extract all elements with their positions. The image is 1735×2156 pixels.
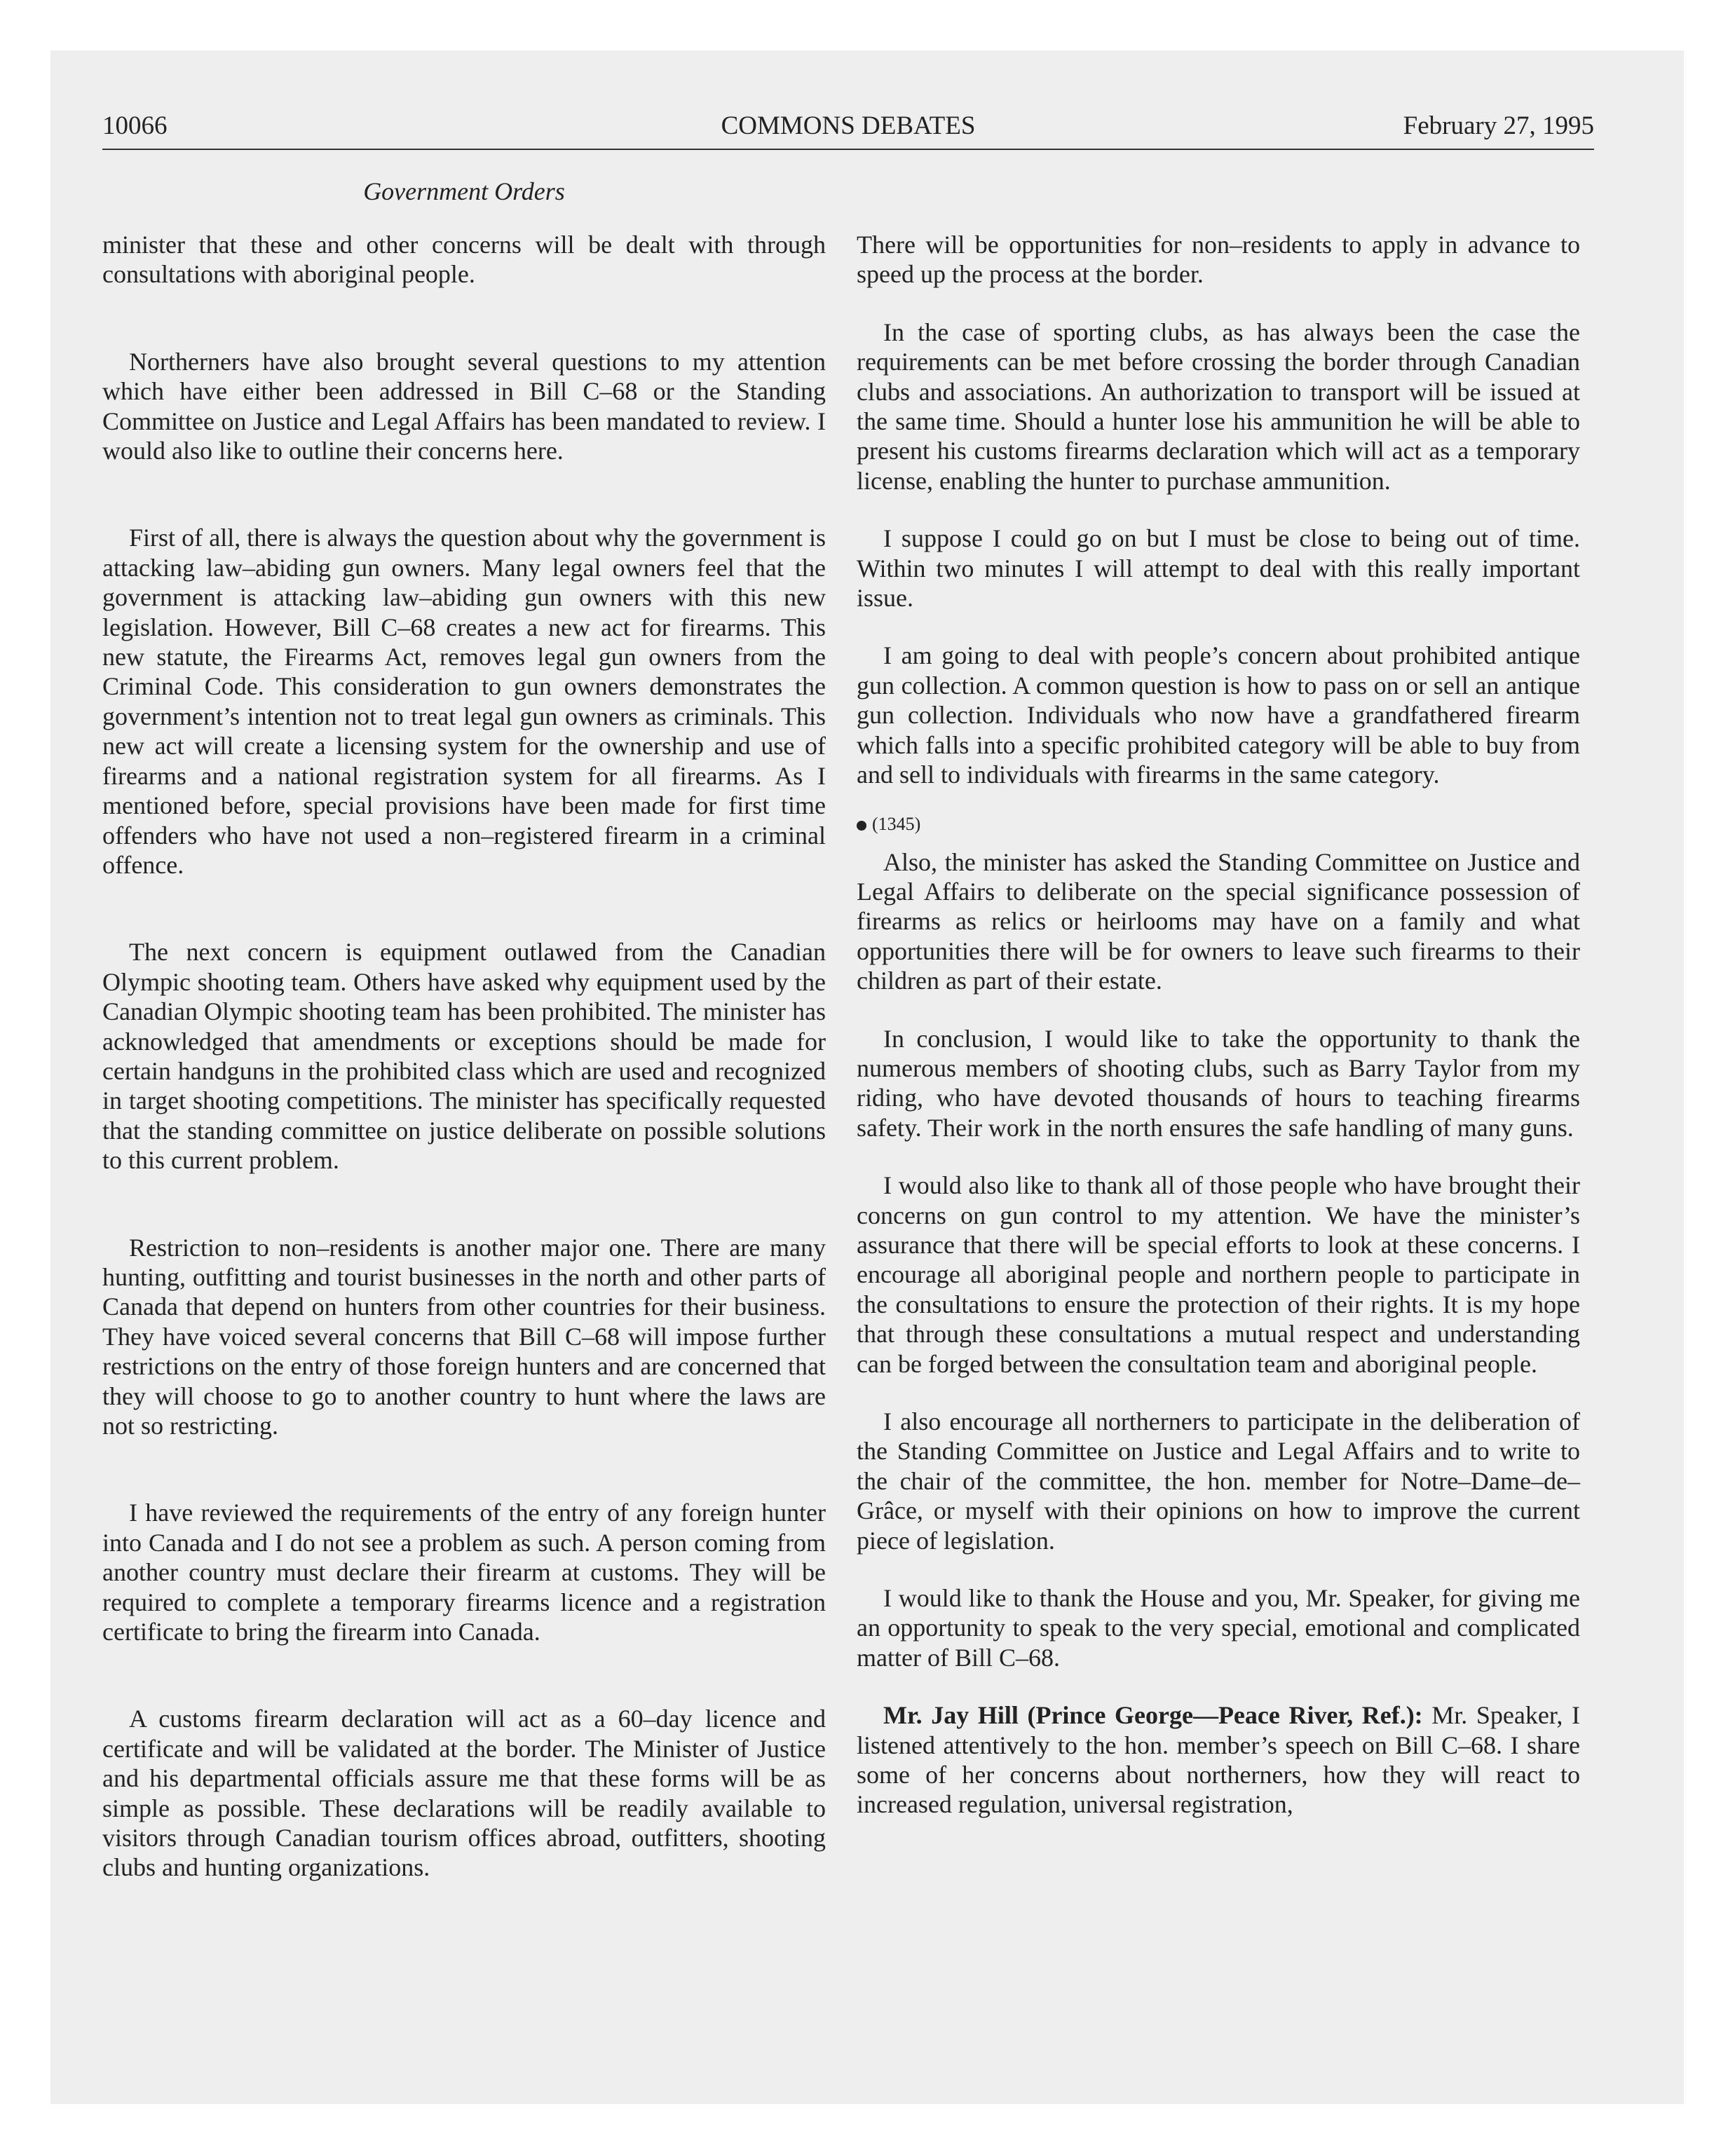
paragraph: I would like to thank the House and you, Mr. Speaker, for giving me an opportunity to speak to the very special, emotional and complicated matter of Bill C–68. xyxy=(857,1584,1580,1672)
paragraph: There will be opportunities for non–residents to apply in advance to speed up the process at the border. xyxy=(857,231,1580,289)
time-marker xyxy=(857,814,1580,835)
paragraph: I would also like to thank all of those people who have brought their concerns on gun control to my attention. We have the minister’s assurance that there will be special efforts to look at these concerns. I encourage all aboriginal people and northern people to participate in the consultations to ensure the protection of their rights. It is my hope that through these consultations a mutual respect and understanding can be forged between the consultation team and aboriginal people. xyxy=(857,1171,1580,1378)
publication-date: February 27, 1995 xyxy=(1403,111,1594,140)
paragraph: I am going to deal with people’s concern about prohibited antique gun collection. A common question is how to pass on or sell an antique gun collection. Individuals who now have a grandfathered firearm which falls into a specific prohibited category will be able to buy from and sell to individuals with firearms in the same category. xyxy=(857,641,1580,789)
bullet-icon xyxy=(857,821,866,831)
paragraph: minister that these and other concerns will be dealt with through consultations with aboriginal people. xyxy=(102,231,826,289)
document-page xyxy=(102,105,1594,1882)
paragraph: In the case of sporting clubs, as has always been the case the requirements can be met before crossing the border through Canadian clubs and associations. An authorization to transport will be issued at the same time. Should a hunter lose his ammunition he will be able to present his customs firearms declaration which will act as a temporary license, enabling the hunter to purchase ammunition. xyxy=(857,318,1580,495)
speech-paragraph xyxy=(857,1700,1580,1820)
paragraph: Restriction to non–residents is another major one. There are many hunting, outfitting and tourist businesses in the north and other parts of Canada that depend on hunters from other countries for their business. They have voiced several concerns that Bill C–68 will impose further restrictions on the entry of those foreign hunters and are concerned that they will choose to go to another country to hunt where the laws are not so restricting. xyxy=(102,1233,826,1440)
page-header xyxy=(102,105,1594,150)
section-title: Government Orders xyxy=(363,177,565,205)
page-number: 10066 xyxy=(102,111,168,140)
time-marker-text: (1345) xyxy=(872,813,921,834)
paragraph: Also, the minister has asked the Standing Committee on Justice and Legal Affairs to deliberate on the special significance possession of firearms as relics or heirlooms may have on a family and what opportunities there will be for owners to leave such firearms to their children as part of their estate. xyxy=(857,847,1580,995)
paragraph: In conclusion, I would like to take the opportunity to thank the numerous members of shooting clubs, such as Barry Taylor from my riding, who have devoted thousands of hours to teaching firearms safety. Their work in the north ensures the safe handling of many guns. xyxy=(857,1024,1580,1142)
paragraph: Northerners have also brought several questions to my attention which have either been addressed in Bill C–68 or the Standing Committee on Justice and Legal Affairs has been mandated to review. I would also like to outline their concerns here. xyxy=(102,347,826,465)
speaker-name: Mr. Jay Hill (Prince George—Peace River, Ref.): xyxy=(883,1701,1423,1730)
right-column xyxy=(857,230,1580,1820)
publication-title: COMMONS DEBATES xyxy=(721,111,976,140)
paragraph: I also encourage all northerners to participate in the deliberation of the Standing Committee on Justice and Legal Affairs and to write to the chair of the committee, the hon. member for Notre–Dame–de–Grâce, or myself with their opinions on how to improve the current piece of legislation. xyxy=(857,1407,1580,1555)
paragraph: I have reviewed the requirements of the entry of any foreign hunter into Canada and I do not see a problem as such. A person coming from another country must declare their firearm at customs. They will be required to complete a temporary firearms licence and a registration certificate to bring the firearm into Canada. xyxy=(102,1499,826,1646)
paragraph: First of all, there is always the question about why the government is attacking law–abiding gun owners. Many legal owners feel that the government is attacking law–abiding gun owners with this new legislation. However, Bill C–68 creates a new act for firearms. This new statute, the Firearms Act, removes legal gun owners from the Criminal Code. This consideration to gun owners demonstrates the government’s intention not to treat legal gun owners as criminals. This new act will create a licensing system for the ownership and use of firearms and a national registration system for all firearms. As I mentioned before, special provisions have been made for first time offenders who have not used a non–registered firearm in a criminal offence. xyxy=(102,524,826,879)
paragraph: A customs firearm declaration will act as a 60–day licence and certificate and will be validated at the border. The Minister of Justice and his departmental officials assure me that these forms will be as simple as possible. These declarations will be readily available to visitors through Canadian tourism offices abroad, outfitters, shooting clubs and hunting organizations. xyxy=(102,1705,826,1882)
speech-text: Mr. Speaker, I listened attentively to the hon. member’s speech on Bill C–68. I share some of her concerns about northerners, how they will react to increased regulation, universal registration, xyxy=(857,1701,1580,1819)
paragraph: The next concern is equipment outlawed from the Canadian Olympic shooting team. Others have asked why equipment used by the Canadian Olympic shooting team has been prohibited. The minister has acknowledged that amendments or exceptions should be made for certain handguns in the prohibited class which are used and recognized in target shooting competitions. The minister has specifically requested that the standing committee on justice deliberate on possible solutions to this current problem. xyxy=(102,938,826,1175)
paragraph: I suppose I could go on but I must be close to being out of time. Within two minutes I will attempt to deal with this really important issue. xyxy=(857,524,1580,613)
left-column xyxy=(102,230,826,1883)
